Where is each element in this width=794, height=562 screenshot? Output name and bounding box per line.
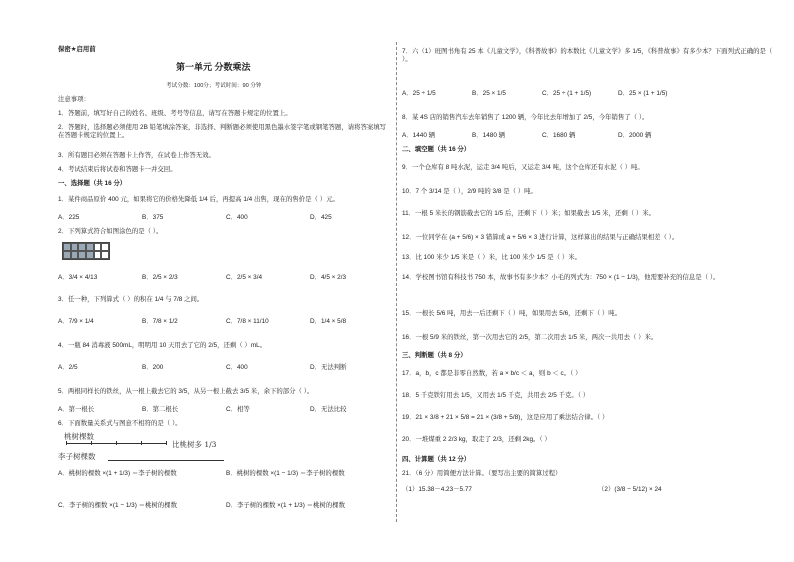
section-heading: 四、计算题（共 12 分）	[402, 456, 471, 463]
option-d[interactable]: D．425	[310, 214, 332, 221]
plum-bar	[108, 460, 224, 461]
option-c[interactable]: C．李子树的棵数 ×(1 − 1/3) ＝桃树的棵数	[58, 502, 177, 509]
question-text: 18．5 千克铁钉用去 1/5，又用去 1/5 千克，共用去 2/5 千克。（ ）	[402, 392, 590, 399]
question-text: 16．一根 5/9 米的铁丝，第一次用去它的 2/5，第二次用去 1/5 米，两次一共用去（ ）米。	[402, 334, 658, 341]
option-d[interactable]: D．无法比较	[310, 406, 347, 413]
question-text: 11．一根 5 米长的钢筋截去它的 1/5 后，还剩下（ ）米；如果截去 1/5 米，还剩（ ）米。	[402, 210, 656, 217]
question-text: 20．一堆煤重 2 2/3 kg，取走了 2/3，还剩 2kg。（ ）	[402, 436, 551, 443]
right-column	[402, 0, 778, 562]
shaded-grid-figure	[62, 242, 110, 260]
calc-item: （1）15.38－4.23－5.77	[402, 486, 472, 493]
option-c[interactable]: C．400	[226, 214, 248, 221]
left-column	[58, 0, 391, 562]
option-c[interactable]: C．相等	[226, 406, 250, 413]
option-d[interactable]: D．无法判断	[310, 364, 347, 371]
question-text: 17．a，b，c 都是非零自然数，若 a × b/c ＜ a，则 b ＜ c。（ ）	[402, 370, 582, 377]
option-d[interactable]: D．1/4 × 5/8	[310, 318, 347, 325]
note-item: 4．考试结束后将试卷和答题卡一并交回。	[58, 166, 177, 173]
bracket-label: 比桃树多 1/3	[172, 440, 217, 449]
option-c[interactable]: C．7/8 × 11/10	[226, 318, 269, 325]
option-a[interactable]: A．225	[58, 214, 80, 221]
question-text: 4．一瓶 84 消毒液 500mL，明明用 10 天用去了它的 2/5，还剩（ ）mL。	[58, 342, 267, 349]
option-a[interactable]: A．桃树的棵数 ×(1 + 1/3) ＝李子树的棵数	[58, 470, 177, 477]
question-text: 13．比 100 米少 1/5 米是（ ）米，比 100 米少 1/5 是（ ）米。	[402, 254, 581, 261]
question-text: 1．某件商品原价 400 元，如果将它的价格先降低 1/4 后，再提高 1/4 出售，现在的售价是（ ）元。	[58, 196, 339, 203]
option-d[interactable]: D．4/5 × 2/3	[310, 274, 347, 281]
option-c[interactable]: C．400	[226, 364, 248, 371]
option-b[interactable]: B．375	[142, 214, 164, 221]
page-title: 第一单元 分数乘法	[176, 62, 251, 72]
option-b[interactable]: B．25 × 1/5	[472, 90, 506, 97]
question-text: 6．下面数量关系式与图意不相符的是（ ）。	[58, 420, 182, 427]
notes-heading: 注意事项：	[58, 96, 90, 103]
bar-tick	[66, 441, 67, 445]
option-a[interactable]: A．3/4 × 4/13	[58, 274, 98, 281]
option-a[interactable]: A．25 ÷ 1/5	[402, 90, 436, 97]
option-c[interactable]: C．1680 辆	[542, 132, 576, 139]
option-b[interactable]: B．200	[142, 364, 164, 371]
note-item: 3．所有题目必须在答题卡上作答，在试卷上作答无效。	[58, 152, 215, 159]
option-b[interactable]: B．桃树的棵数 ×(1 − 1/3) ＝李子树的棵数	[226, 470, 345, 477]
option-d[interactable]: D．李子树的棵数 ×(1 + 1/3) ＝桃树的棵数	[226, 502, 345, 509]
question-text: 9．一个仓库有 8 吨水泥，运走 3/4 吨后，又运走 3/4 吨，这个仓库还有水泥（ ）吨。	[402, 164, 644, 171]
option-a[interactable]: A．第一根长	[58, 406, 95, 413]
question-text: 15．一根长 5/6 吨，用去一后还剩下（ ）吨，如果用去 5/6，还剩下（ ）吨。	[402, 310, 622, 317]
bar-tick	[166, 441, 167, 445]
question-text: 14．学校图书馆有科技书 750 本，故事书有多少本？小毛的列式为：750 × (1 − 1/3)，他需要补充的信息是（ ）。	[402, 274, 720, 281]
note-item: 1．答题前，填写好自己的姓名、班级、考号等信息，请写在答题卡规定的位置上。	[58, 110, 292, 117]
option-c[interactable]: C．2/5 × 3/4	[226, 274, 263, 281]
question-text: 3．任一种，下列算式（ ）的积在 1/4 与 7/8 之间。	[58, 296, 204, 303]
bar-tick	[141, 441, 142, 445]
option-d[interactable]: D．25 × (1 + 1/5)	[618, 90, 668, 97]
question-text: 21．（6 分）用简便方法计算。（要写出主要的简算过程）	[402, 470, 562, 477]
question-text: 7．六（1）班图书角有 25 本《儿童文学》，《科普故事》的本数比《儿童文学》多 1/5，《科普故事》有多少本？下面列式正确的是（ ）。	[402, 48, 773, 63]
option-b[interactable]: B．第二根长	[142, 406, 179, 413]
question-text: 5．两根同样长的铁丝，从一根上截去它的 3/5，从另一根上截去 3/5 米，余下的部分（ ）。	[58, 388, 314, 395]
option-b[interactable]: B．1480 辆	[472, 132, 506, 139]
option-b[interactable]: B．7/8 × 1/2	[142, 318, 178, 325]
section-heading: 一、选择题（共 16 分）	[58, 180, 127, 187]
section-heading: 二、填空题（共 16 分）	[402, 146, 471, 153]
figure-plum-label: 李子树棵数	[58, 452, 96, 461]
question-text: 2．下列算式符合如图涂色的是（ ）。	[58, 228, 163, 235]
question-text: 19．21 × 3/8 + 21 × 5/8 = 21 × (3/8 + 5/8)，这是应用了乘法结合律。（ ）	[402, 414, 609, 421]
question-text: 10．7 个 3/14 是（ ），2/9 吨的 3/8 是（ ）吨。	[402, 188, 537, 195]
bar-tick	[116, 441, 117, 445]
bar-tick	[91, 441, 92, 445]
column-divider	[396, 42, 397, 522]
option-d[interactable]: D．2000 辆	[618, 132, 652, 139]
option-a[interactable]: A．2/5	[58, 364, 78, 371]
question-text: 8．某 4S 店的销售汽车去年销售了 1200 辆，今年比去年增加了 2/5，今年销售了（ ）。	[402, 114, 649, 121]
question-text: 12．一位同学在 (a + 5/6) × 3 错算成 a + 5/6 × 3 进行计算，这样算出的结果与正确结果相差（ ）。	[402, 234, 679, 241]
section-heading: 三、判断题（共 8 分）	[402, 352, 467, 359]
option-b[interactable]: B．2/5 × 2/3	[142, 274, 178, 281]
option-a[interactable]: A．1440 辆	[402, 132, 436, 139]
figure-peach-label: 桃树棵数	[64, 432, 94, 441]
option-a[interactable]: A．7/9 × 1/4	[58, 318, 94, 325]
calc-item: （2）(3/8 − 5/12) × 24	[598, 486, 662, 493]
secret-label: 保密★启用前	[58, 46, 96, 53]
option-c[interactable]: C．25 ÷ (1 + 1/5)	[542, 90, 592, 97]
note-item: 2．答题时，选择题必须使用 2B 铅笔填涂答案，非选择、判断题必须使用黑色墨水签字笔或钢笔答题，请将答案填写在答题卡规定的位置上。	[58, 124, 387, 139]
score-info: 考试分数：100分；考试时间：90 分钟	[166, 83, 262, 89]
